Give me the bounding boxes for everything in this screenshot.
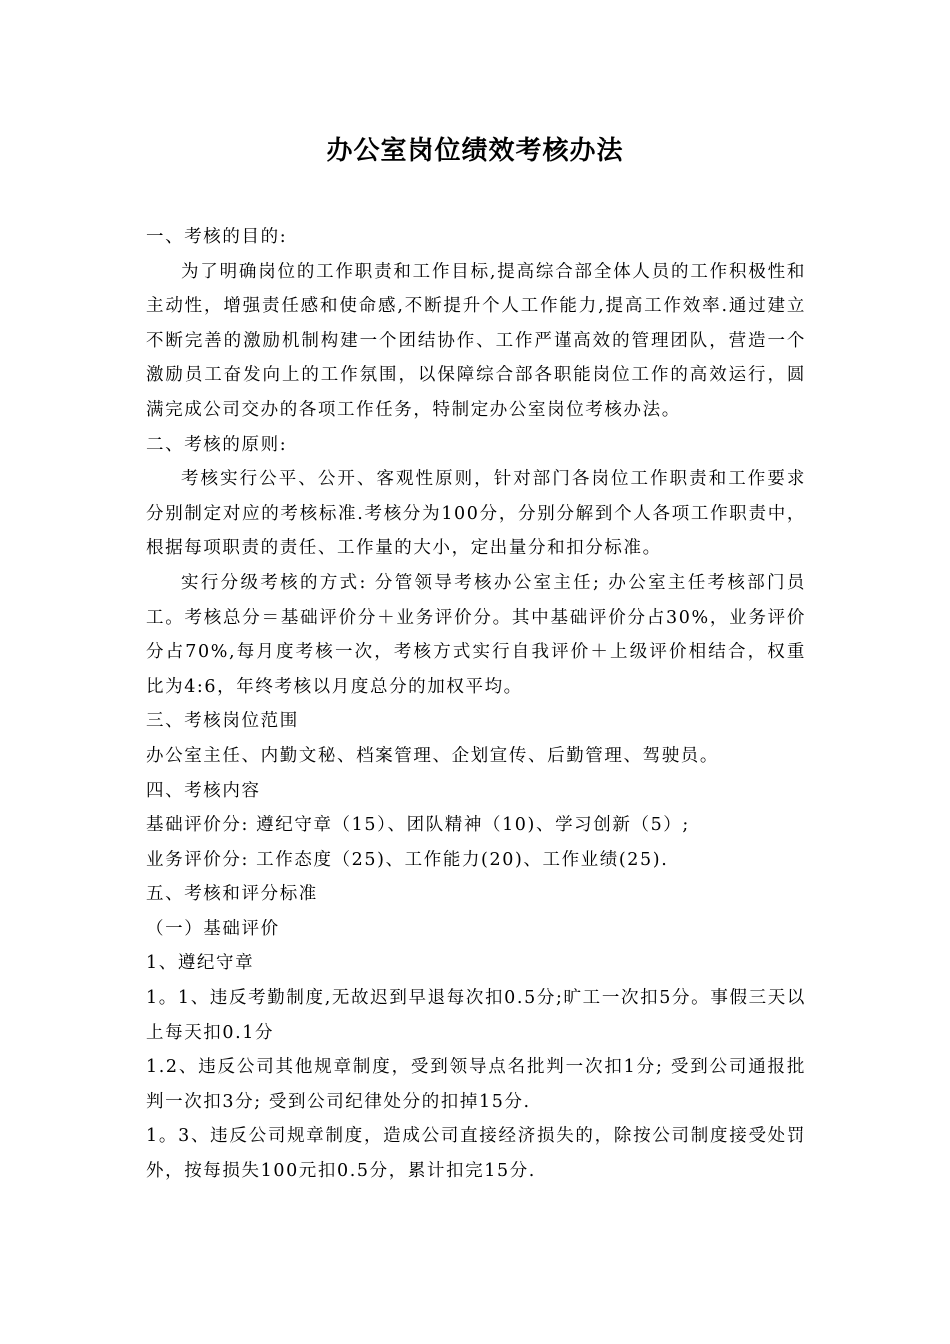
section-heading-content: 四、考核内容 xyxy=(146,780,261,801)
paragraph-business-score: 业务评价分: 工作态度（25)、工作能力(20)、工作业绩(25). xyxy=(146,849,669,870)
paragraph-purpose: 为了明确岗位的工作职责和工作目标,提高综合部全体人员的工作积极性和主动性，增强责任感和使命感,不断提升个人工作能力,提高工作效率.通过建立不断完善的激励机制构建一个团结协作、工作严谨高效的管理团队，营造一个激励员工奋发向上的工作氛围，以保障综合部各职能岗位工作的高效运行，圆满完成公司交办的各项工作任务，特制定办公室岗位考核办法。 xyxy=(146,261,806,420)
document-title: 办公室岗位绩效考核办法 xyxy=(326,136,624,166)
section-heading-scope: 三、考核岗位范围 xyxy=(146,711,299,732)
section-heading-standards: 五、考核和评分标准 xyxy=(146,884,318,905)
section-heading-principles: 二、考核的原则: xyxy=(146,434,288,455)
item-heading-discipline: 1、遵纪守章 xyxy=(146,953,255,974)
paragraph-basic-score: 基础评价分: 遵纪守章（15）、团队精神（10)、学习创新（5）; xyxy=(146,815,690,836)
item-1-3: 1。3、违反公司规章制度，造成公司直接经济损失的，除按公司制度接受处罚外，按每损失100元扣0.5分，累计扣完15分. xyxy=(146,1126,806,1182)
section-heading-purpose: 一、考核的目的: xyxy=(146,227,288,247)
document-body xyxy=(146,220,806,1189)
item-1-2: 1.2、违反公司其他规章制度，受到领导点名批判一次扣1分; 受到公司通报批判一次扣3分; 受到公司纪律处分的扣掉15分. xyxy=(146,1057,806,1112)
paragraph-grading-method: 实行分级考核的方式: 分管领导考核办公室主任; 办公室主任考核部门员工。考核总分＝基础评价分＋业务评价分。其中基础评价分占30%，业务评价分占70%,每月度考核一次，考核方式实行自我评价＋上级评价相结合，权重比为4:6，年终考核以月度总分的加权平均。 xyxy=(146,572,806,697)
paragraph-principles: 考核实行公平、公开、客观性原则，针对部门各岗位工作职责和工作要求分别制定对应的考核标准.考核分为100分，分别分解到个人各项工作职责中，根据每项职责的责任、工作量的大小，定出量分和扣分标准。 xyxy=(146,469,806,559)
paragraph-scope: 办公室主任、内勤文秘、档案管理、企划宣传、后勤管理、驾驶员。 xyxy=(146,745,719,766)
item-1-1: 1。1、违反考勤制度,无故迟到早退每次扣0.5分;旷工一次扣5分。事假三天以上每天扣0.1分 xyxy=(146,988,806,1043)
subsection-heading-basic: （一）基础评价 xyxy=(146,918,280,939)
